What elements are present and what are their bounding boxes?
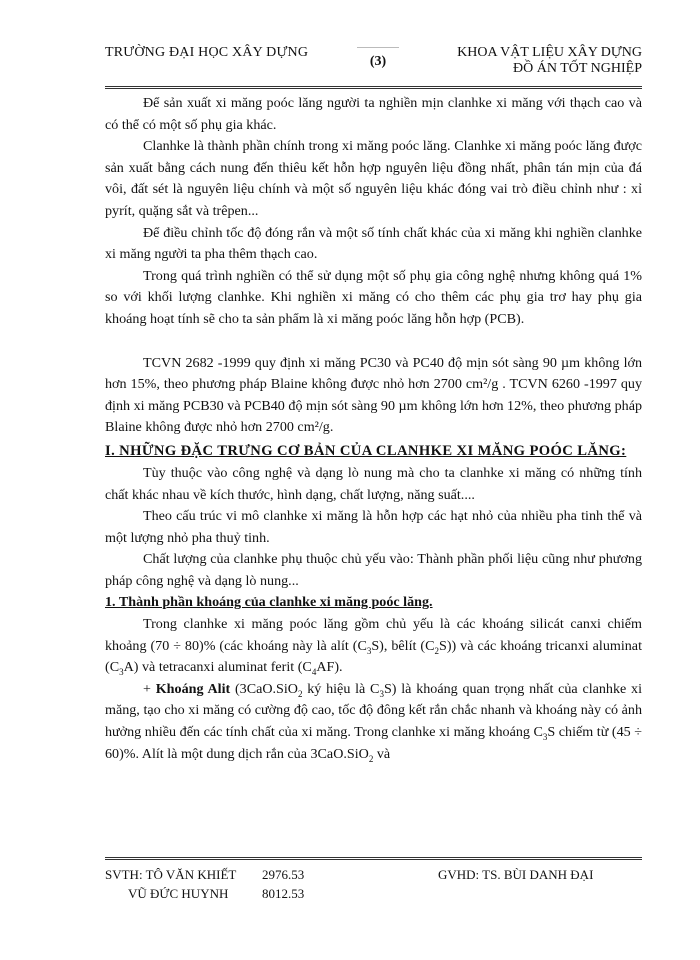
paragraph: Để sản xuất xi măng poóc lăng người ta nghiền mịn clanhke xi măng với thạch cao và có thể có một số phụ gia khác. (105, 95, 642, 133)
paragraph: Trong quá trình nghiền có thể sử dụng một số phụ gia công nghệ nhưng không quá 1% so với khối lượng clanhke. Khi nghiền xi măng có cho thêm các phụ gia trơ hay phụ gia khoáng hoạt tính sẽ cho ta sản phẩm là xi măng poóc lăng hỗn hợp (PCB). (105, 267, 642, 327)
advisor-name: GVHD: TS. BÙI DANH ĐẠI (438, 867, 594, 882)
subsection-heading: 1. Thành phần khoáng của clanhke xi măng poóc lăng. (105, 594, 433, 611)
page-number: (3) (357, 47, 399, 76)
paragraph: Clanhke là thành phần chính trong xi măng poóc lăng. Clanhke xi măng poóc lăng được sản xuất bằng cách nung đến thiêu kết hỗn hợp nguyên liệu đồng nhất, phân tán mịn của đá vôi, đất sét là nguyên liệu chính và một số nguyên liệu khác đóng vai trò điều chỉnh như : xỉ pyrít, quặng sắt và trêpen... (105, 138, 642, 219)
page-header (105, 40, 642, 89)
section-heading: I. NHỮNG ĐẶC TRƯNG CƠ BẢN CỦA CLANHKE XI MĂNG POÓC LĂNG: (105, 442, 627, 459)
spacer (105, 331, 642, 353)
document-body (105, 93, 642, 765)
paragraph-minerals: Trong clanhke xi măng poóc lăng gồm chủ yếu là các khoáng silicát canxi chiếm khoảng (70 ÷ 80)% (các khoáng này là alít $(C_3S)$, bêlít $(C_2S)$) và các khoáng tricanxi aluminat $(C_3A)$ và tetracanxi aluminat ferit $(C_4AF)$. (105, 616, 642, 678)
student-id: 8012.53 (262, 886, 305, 901)
paragraph: Để điều chỉnh tốc độ đóng rắn và một số tính chất khác của xi măng khi nghiền clanhke xi măng người ta pha thêm thạch cao. (105, 224, 642, 263)
paragraph-alite: + Khoáng Alit (3CaO.SiO$_2$ ký hiệu là $C_3S$) là khoáng quan trọng nhất của clanhke xi măng, tạo cho xi măng có cường độ cao, tốc độ đông kết rắn chắc nhanh và khoáng này có ảnh hưởng nhiều đến các tính chất của xi măng. Trong clanhke xi măng khoáng $C_3S$ chiếm từ (45 ÷ 60)%. Alít là một dung dịch rắn của 3CaO.SiO$_2$ và (105, 680, 642, 764)
student-name: VŨ ĐỨC HUYNH (128, 886, 229, 901)
faculty-name: KHOA VẬT LIỆU XÂY DỰNG (457, 45, 642, 60)
paragraph: TCVN 2682 -1999 quy định xi măng PC30 và PC40 độ mịn sót sàng 90 µm không lớn hơn 15%, theo phương pháp Blaine không được nhỏ hơn 2700 cm²/g . TCVN 6260 -1997 quy định xi măng PCB30 và PCB40 độ mịn sót sàng 90 µm không lớn hơn 12%, theo phương pháp Blaine không được nhỏ hơn 2700 cm²/g. (105, 354, 642, 436)
paragraph: Tùy thuộc vào công nghệ và dạng lò nung mà cho ta clanhke xi măng có những tính chất khác nhau về kích thước, hình dạng, chất lượng, năng suất.... (105, 464, 642, 503)
paragraph: Theo cấu trúc vi mô clanhke xi măng là hỗn hợp các hạt nhỏ của nhiều pha tinh thể và một lượng nhỏ pha thuỷ tinh. (105, 508, 642, 546)
student-id: 2976.53 (262, 867, 305, 882)
document-type: ĐỒ ÁN TỐT NGHIỆP (513, 61, 642, 76)
page-footer (105, 857, 642, 912)
student-name: SVTH: TÔ VĂN KHIẾT (105, 867, 237, 882)
term-alite: Khoáng Alit (155, 680, 231, 697)
paragraph: Chất lượng của clanhke phụ thuộc chủ yếu vào: Thành phần phối liệu cũng như phương pháp công nghệ và dạng lò nung... (105, 551, 642, 589)
university-name: TRƯỜNG ĐẠI HỌC XÂY DỰNG (105, 45, 309, 60)
